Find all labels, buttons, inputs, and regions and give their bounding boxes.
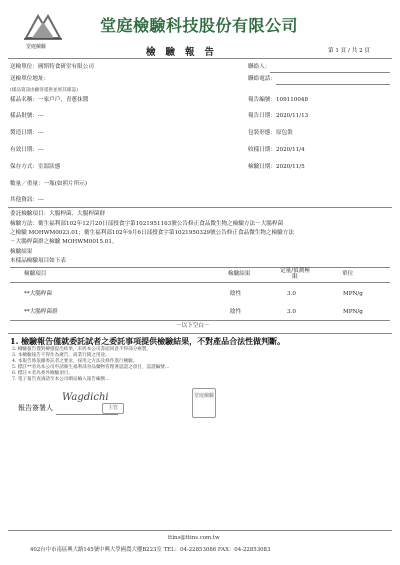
page-number: 第 1 頁 / 共 2 頁 bbox=[327, 48, 370, 54]
contact-underline bbox=[270, 72, 390, 73]
company-logo bbox=[22, 8, 64, 52]
phone-field: 聯絡電話： bbox=[248, 76, 276, 82]
report-number: 報告編號：109110048 bbox=[248, 97, 308, 103]
sender-field: 送檢單位：國斯特食研堂有限公司 bbox=[10, 64, 94, 70]
manufacture-date: 製造日期：--- bbox=[10, 130, 44, 136]
company-seal-text: 堂庭檢驗 bbox=[193, 393, 214, 399]
signature: Wagdichi bbox=[62, 392, 109, 403]
row-unit: MPN/g bbox=[343, 309, 363, 315]
commission-items: 委託檢驗項目：大腸桿菌、大腸桿菌群 bbox=[10, 211, 106, 217]
row-unit: MPN/g bbox=[343, 291, 363, 297]
logo-mark-icon bbox=[22, 8, 64, 42]
sample-batch: 樣品批號：--- bbox=[10, 113, 44, 119]
col-header-item: 檢驗項目 bbox=[24, 271, 47, 277]
note-item: 6. 標註＊者為委外檢驗項目。 bbox=[12, 371, 73, 376]
result-title: 檢驗結果 bbox=[10, 249, 33, 255]
info-divider bbox=[8, 207, 392, 208]
table-header-rule bbox=[10, 282, 390, 283]
table-bottom-rule bbox=[10, 320, 390, 321]
company-name: 堂庭檢驗科技股份有限公司 bbox=[100, 16, 299, 35]
company-seal bbox=[192, 388, 216, 418]
col-header-unit: 單位 bbox=[342, 271, 354, 277]
report-title: 檢驗報告 bbox=[146, 47, 225, 58]
row-item: **大腸桿菌群 bbox=[24, 309, 58, 315]
footer-email: ttins@ttins.com.tw bbox=[168, 535, 220, 541]
table-top-rule bbox=[10, 267, 390, 268]
approver-label: 報告簽署人 bbox=[18, 404, 53, 412]
note-item: 3. 本檢驗報告不得作為廣告、商業行銷之用途。 bbox=[12, 353, 110, 358]
notes-divider bbox=[8, 333, 392, 334]
footer-divider bbox=[8, 530, 392, 531]
logo-caption: 堂庭檢驗 bbox=[26, 44, 47, 50]
report-date: 報告日期：2020/11/13 bbox=[248, 113, 309, 119]
contact-field: 聯絡人： bbox=[248, 64, 271, 70]
expiry-date: 有效日期：--- bbox=[10, 147, 44, 153]
quantity-weight: 數量／重量：一瓶(如照片所示) bbox=[10, 181, 88, 187]
sample-name: 樣品名稱：一家戶戶，青蔥抹醬 bbox=[10, 97, 89, 103]
signature-line bbox=[56, 414, 118, 415]
col-header-limit: 定量/偵測極限 bbox=[280, 268, 310, 280]
note-item: 4. 本報告係依據委託者之要求，採用之方法及條件進行檢驗。 bbox=[12, 359, 138, 364]
col-header-result: 檢驗結果 bbox=[228, 271, 251, 277]
test-method-line-1: 檢驗方法：衛生福利部102年12月20日部授食字第1021951163號公告修正食品微生物之檢驗方法－大腸桿菌 bbox=[10, 221, 284, 227]
receive-date: 收樣日期：2020/11/4 bbox=[248, 147, 305, 153]
row-result: 陰性 bbox=[230, 309, 242, 315]
test-method-line-2: 之檢驗 MOHWM0023.01；衛生福利部102年9月6日部授食字第1021950329號公告修正食品微生物之檢驗方法 bbox=[10, 230, 294, 236]
row-limit: 3.0 bbox=[287, 309, 296, 315]
result-subtitle: 本樣品檢驗項目如下表 bbox=[10, 258, 66, 264]
header-divider bbox=[8, 58, 392, 59]
test-method-line-3: －大腸桿菌群之檢驗 MOHWM0015.01。 bbox=[10, 239, 118, 245]
approver-stamp: 主管 bbox=[102, 403, 124, 414]
row-limit: 3.0 bbox=[287, 291, 296, 297]
note-item: 2. 檢驗報告僅對檢樣提出結果，未經本公司書面同意不得部分複製。 bbox=[12, 347, 152, 352]
storage-method: 保存方式：室溫狀態 bbox=[10, 164, 61, 170]
other-info: 其他資訊：--- bbox=[10, 197, 44, 203]
note-item: 7. 電子報告查詢請至本公司網站輸入報告編號… bbox=[12, 377, 110, 382]
package-type: 包裝形態：原包裝 bbox=[248, 130, 293, 136]
phone-underline bbox=[276, 84, 390, 85]
row-item: **大腸桿菌 bbox=[24, 291, 52, 297]
disclaimer-warning: 1. 檢驗報告僅就委託試者之委託事項提供檢驗結果，不對產品合法性做判斷。 bbox=[10, 336, 286, 346]
row-result: 陰性 bbox=[230, 291, 242, 297]
test-date: 檢驗日期：2020/11/5 bbox=[248, 164, 305, 170]
blank-below-note: －以下空白－ bbox=[176, 323, 210, 329]
address-field: 送檢單位地址： bbox=[10, 76, 50, 82]
info-note: (樣品資訊由顧客提供並經其確認) bbox=[10, 88, 78, 93]
footer-address: 402台中市南區興大路145號中興大學國農大樓B223室 TEL：04-22853086 FAX：04-22853083 bbox=[30, 547, 271, 553]
note-item: 5. 標註**者為本公司申請衛生福利部食品藥物管理署認證之項目，認證編號… bbox=[12, 365, 170, 370]
